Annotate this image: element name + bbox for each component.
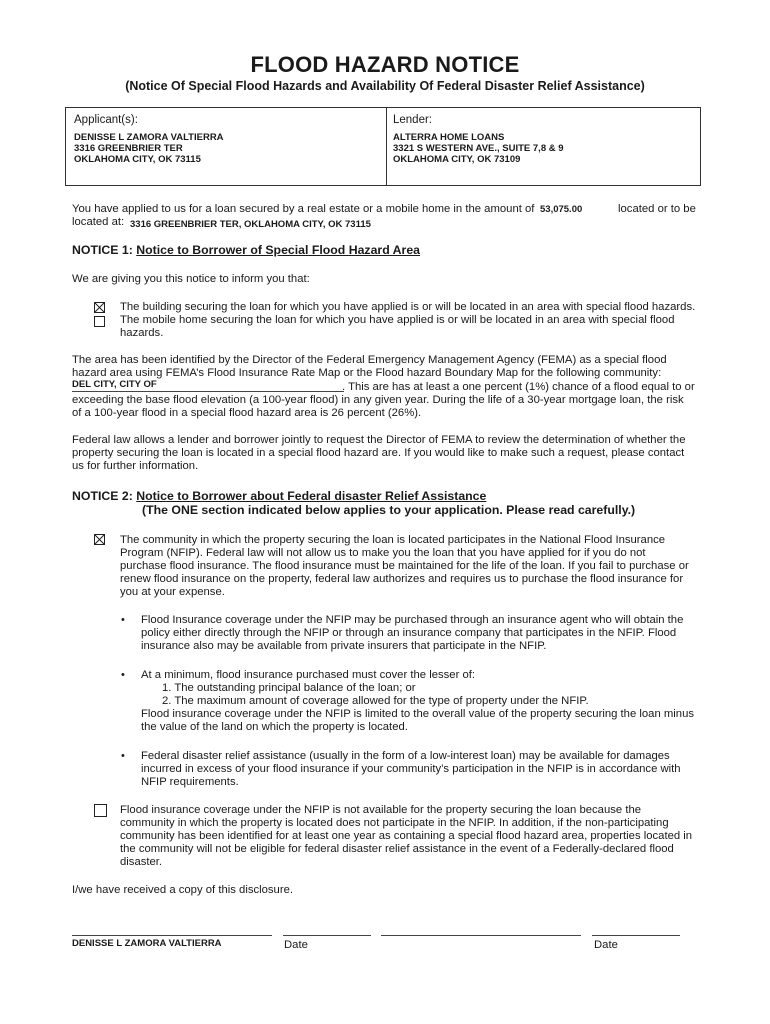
building-checkbox[interactable]	[94, 302, 105, 313]
date-label-1: Date	[284, 939, 308, 951]
area-line-5: of a 100-year flood in a special flood hazard area is 26 percent (26%).	[72, 407, 422, 419]
area-line-1: The area has been identified by the Director of the Federal Emergency Management Agency (FEMA) as a special flood	[72, 354, 667, 366]
part-a-1: The community in which the property securing the loan is located participates in the National Flood Insurance	[120, 534, 666, 546]
property-address: 3316 GREENBRIER TER, OKLAHOMA CITY, OK 73115	[130, 219, 371, 230]
bullet1-line-2: policy either directly through the NFIP or through an insurance company that participates in the NFIP. Flood	[141, 627, 677, 639]
part-a-2: Program (NFIP). Federal law will not allow us to make you the loan that you have applied for if you do not	[120, 547, 646, 559]
part-b-4: the community will not be eligible for federal disaster relief assistance in the event of a Federally-declared flood	[120, 843, 674, 855]
lender-street: 3321 S WESTERN AVE., SUITE 7,8 & 9	[393, 143, 564, 154]
notice2-heading	[72, 489, 486, 503]
loan-text-before: You have applied to us for a loan secured by a real estate or a mobile home in the amount of	[72, 203, 535, 215]
notice1-title: Notice to Borrower of Special Flood Hazard Area	[136, 243, 421, 257]
notice1-prefix: NOTICE 1:	[72, 243, 133, 257]
bullet-3: •	[121, 750, 125, 762]
lender-city: OKLAHOMA CITY, OK 73109	[393, 154, 521, 165]
loan-text-after: located or to be	[618, 203, 696, 215]
parties-box	[65, 107, 701, 186]
bullet3-line-3: NFIP requirements.	[141, 776, 239, 788]
notice2-prefix: NOTICE 2:	[72, 489, 133, 503]
borrower-signature-line[interactable]	[72, 935, 272, 936]
applicant-street: 3316 GREENBRIER TER	[74, 143, 183, 154]
bullet-2: •	[121, 669, 125, 681]
nfip-participates-checkbox[interactable]	[94, 534, 105, 545]
bullet2-tail-1: Flood insurance coverage under the NFIP is limited to the overall value of the property securing the loan minus	[141, 708, 695, 720]
page-subtitle: (Notice Of Special Flood Hazards and Availability Of Federal Disaster Relief Assistance)	[125, 79, 645, 93]
applicant-section	[74, 114, 224, 165]
bullet3-line-2: incurred in excess of your flood insurance if your community’s participation in the NFIP is in accordance with	[141, 763, 681, 775]
lender-label: Lender:	[393, 114, 433, 126]
acknowledgement-text: I/we have received a copy of this disclosure.	[72, 884, 294, 896]
parties-divider	[386, 108, 387, 185]
borrower-name: DENISSE L ZAMORA VALTIERRA	[72, 938, 222, 949]
notice2-title: Notice to Borrower about Federal disaster Relief Assistance	[136, 489, 487, 503]
part-a-5: you at your expense.	[120, 586, 225, 598]
bullet2-tail-2: the value of the land on which the property is located.	[141, 721, 408, 733]
applicant-name: DENISSE L ZAMORA VALTIERRA	[74, 132, 224, 143]
coborrower-date-line[interactable]	[592, 935, 680, 936]
bullet1-line-1: Flood Insurance coverage under the NFIP may be purchased through an insurance agent who will obtain the	[141, 614, 684, 626]
bullet3-line-1: Federal disaster relief assistance (usually in the form of a low-interest loan) may be available for damages	[141, 750, 670, 762]
nfip-not-available-checkbox[interactable]	[94, 804, 107, 817]
applicant-label: Applicant(s):	[74, 114, 138, 126]
date-label-2: Date	[594, 939, 618, 951]
federal-line-2: property securing the loan is located in a special flood hazard are. If you would like to make such a request, please contact	[72, 447, 685, 459]
lender-section	[393, 114, 564, 165]
bullet1-line-3: insurance also may be available from private insurers that participate in the NFIP.	[141, 640, 547, 652]
federal-line-1: Federal law allows a lender and borrower jointly to request the Director of FEMA to review the determination of whether the	[72, 434, 686, 446]
option-mobile-text-2: hazards.	[120, 327, 164, 339]
lender-name: ALTERRA HOME LOANS	[393, 132, 505, 143]
option-building-text: The building securing the loan for which you have applied is or will be located in an area with special flood hazards.	[120, 301, 696, 313]
part-b-1: Flood insurance coverage under the NFIP is not available for the property securing the loan because the	[120, 804, 642, 816]
part-b-2: community in which the property is located does not participate in the NFIP. In addition, if the non-participating	[120, 817, 669, 829]
bullet-1: •	[121, 614, 125, 626]
mobile-home-checkbox[interactable]	[94, 316, 105, 327]
notice2-subheading: (The ONE section indicated below applies to your application. Please read carefully.)	[142, 503, 636, 517]
community-underline	[72, 391, 344, 392]
coborrower-signature-line[interactable]	[381, 935, 581, 936]
bullet2-intro: At a minimum, flood insurance purchased must cover the lesser of:	[141, 669, 476, 681]
part-a-3: purchase flood insurance. The flood insurance must be maintained for the life of the loan. If you fail to purchase or	[120, 560, 689, 572]
located-at-label: located at:	[72, 216, 125, 228]
part-a-4: renew flood insurance on the property, federal law authorizes and requires us to purchase the flood insurance for	[120, 573, 684, 585]
part-b-5: disaster.	[120, 856, 163, 868]
loan-amount: 53,075.00	[540, 204, 583, 215]
area-line-2: hazard area using FEMA’s Flood Insurance Rate Map or the Flood hazard Boundary Map for the following community:	[72, 367, 662, 379]
community-name: DEL CITY, CITY OF	[72, 379, 157, 390]
federal-line-3: us for further information.	[72, 460, 199, 472]
borrower-date-line[interactable]	[283, 935, 371, 936]
page-title: FLOOD HAZARD NOTICE	[250, 52, 520, 77]
option-mobile-text-1: The mobile home securing the loan for which you have applied is or will be located in an area with special flood	[120, 314, 675, 326]
bullet2-item-1: 1. The outstanding principal balance of the loan; or	[162, 682, 416, 694]
part-b-3: community has been identified for at least one year as containing a special flood hazard area, properties located in	[120, 830, 693, 842]
bullet2-item-2: 2. The maximum amount of coverage allowed for the type of property under the NFIP.	[162, 695, 589, 707]
area-line-3: . This are has at least a one percent (1%) chance of a flood equal to or	[342, 381, 695, 393]
notice1-intro: We are giving you this notice to inform you that:	[72, 273, 310, 285]
area-line-4: exceeding the base flood elevation (a 100-year flood) in any given year. During the life of a 30-year mortgage loan, the risk	[72, 394, 684, 406]
notice1-heading	[72, 243, 420, 257]
applicant-city: OKLAHOMA CITY, OK 73115	[74, 154, 201, 165]
